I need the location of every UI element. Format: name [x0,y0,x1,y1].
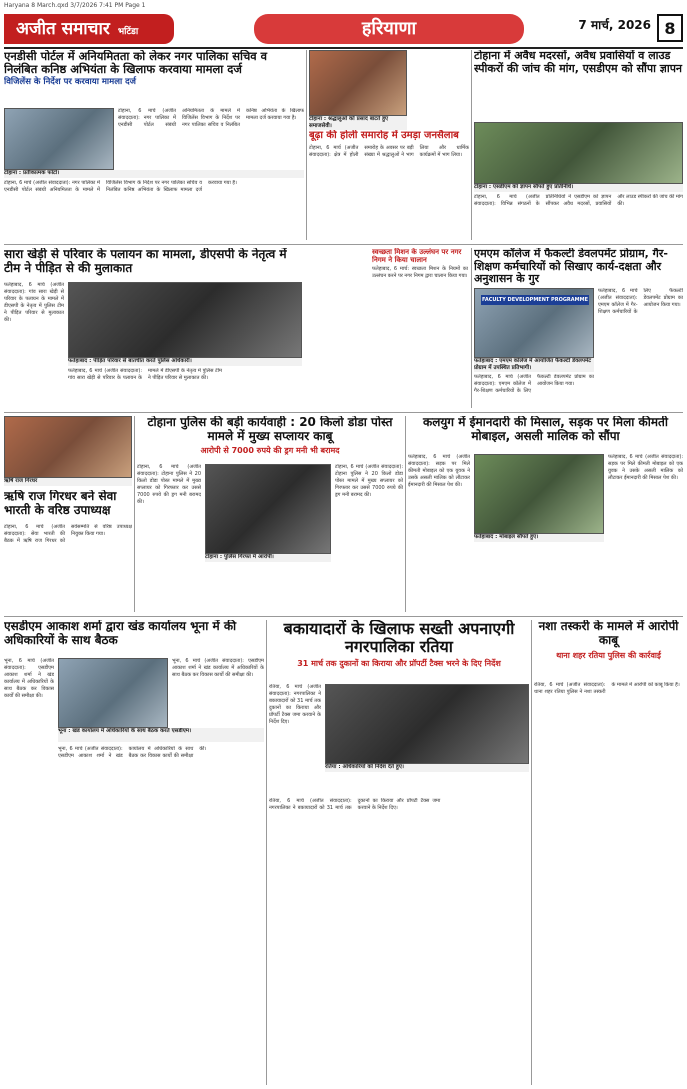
headline: बकायादारों के खिलाफ सख्ती अपनाएगी नगरपालिका रतिया [283,620,515,657]
subheadline: 31 मार्च तक दुकानों का किराया और प्रॉपर्टी टैक्स भरने के दिए निर्देश [297,658,501,668]
article-body: फतेहाबाद, 6 मार्च (अजीत संवाददाता): गांव सारा खेड़ी से परिवार के पलायन के मामले में डीएसपी के नेतृत्व में पुलिस टीम ने पीड़ित परिवार से मुलाकात की। [4,282,64,323]
issue-date: 7 मार्च, 2026 [578,18,651,32]
headline: टोहाना पुलिस की बड़ी कार्यवाही : 20 किलो डोडा पोस्त मामले में मुख्य सप्लायर काबू [147,416,393,443]
article-body: टोहाना, 6 मार्च (अजीत संवाददाता): विभिन्न संगठनों के प्रतिनिधियों ने एसडीएम को ज्ञापन सौंपकर अवैध मदरसों, प्रवासियों और लाउड स्पीकरों की जांच की मांग की। [474,194,683,207]
article-body: रतिया, 6 मार्च (अजीत संवाददाता): थाना शहर रतिया पुलिस ने नशा तस्करी के मामले में आरोपी को काबू किया है। [534,682,680,695]
photo-caption: टोहाना : श्रद्धालुओं को प्रसाद बांटते हुए समाजसेवी। [309,116,407,130]
article-body-continued: फतेहाबाद, 6 मार्च (अजीत संवाददाता): एमएम कॉलेज में गैर-शिक्षण कर्मचारियों के लिए फैकल्टी डेवलपमेंट प्रोग्राम का आयोजन किया गया। [474,374,594,394]
headline: एमएम कॉलेज में फैकल्टी डेवलपमेंट प्रोग्राम, गैर-शिक्षण कर्मचारियों को सिखाए कार्य-दक्षता और अनुशासन के गुर [474,248,668,286]
portrait-photo [4,416,132,478]
headline: एनडीसी पोर्टल में अनियमितता को लेकर नगर पालिका सचिव व निलंबित कनिष्ठ अभियंता के खिलाफ करवाया मामला दर्ज [4,50,268,77]
event-photo [474,288,594,358]
article-body: फतेहाबाद, 6 मार्च (अजीत संवाददाता): एमएम कॉलेज में गैर-शिक्षण कर्मचारियों के लिए फैकल्टी डेवलपमेंट प्रोग्राम का आयोजन किया गया। [598,288,683,315]
banner-text: FACULTY DEVELOPMENT PROGRAMME [481,297,589,303]
column-divider [405,416,406,612]
headline: एसडीएम आकाश शर्मा द्वारा खंड कार्यालय भूना में की अधिकारियों के साथ बैठक [4,620,237,647]
article-drug-arrest [534,620,683,1085]
article-body: टोहाना, 6 मार्च (अजीत संवाददाता): सेवा भारती की बैठक में ऋषि राज गिरधर को सर्वसम्मति से वरिष्ठ उपाध्यक्ष नियुक्त किया गया। [4,524,132,544]
headline: नशा तस्करी के मामले में आरोपी काबू [538,620,679,647]
article-body: फतेहाबाद, 6 मार्च (अजीत संवाददाता): सड़क पर मिले कीमती मोबाइल को एक युवक ने उसके असली मालिक को लौटाकर ईमानदारी की मिसाल पेश की। [408,454,470,488]
edition-name: भटिंडा [117,27,139,37]
headline: टोहाना में अवैध मदरसों, अवैध प्रवासियों व लाउड स्पीकरों की जांच की मांग, एसडीएम को सौंपा ज्ञापन [474,50,683,75]
row-divider [4,616,683,617]
article-body-continued: फतेहाबाद, 6 मार्च (अजीत संवाददाता): सड़क पर मिले कीमती मोबाइल को एक युवक ने उसके असली मालिक को लौटाकर ईमानदारी की मिसाल पेश की। [608,454,683,481]
column-divider [471,50,472,240]
subheadline: आरोपी से 7000 रुपये की ड्रग मनी भी बरामद [200,445,340,455]
subheadline: विजिलेंस के निर्देश पर करवाया मामला दर्ज [4,77,136,88]
photo-caption: टोहाना : एसडीएम को ज्ञापन सौंपते हुए प्रतिनिधि। [474,184,683,192]
article-body-continued: फतेहाबाद, 6 मार्च (अजीत संवाददाता): गांव सारा खेड़ी से परिवार के पलायन के मामले में डीएसपी के नेतृत्व में पुलिस टीम ने पीड़ित परिवार से मुलाकात की। [68,368,222,381]
row-divider [4,412,683,413]
article-cleanliness [372,248,468,338]
photo-caption: टोहाना : प्रतीकात्मक फोटो। [4,170,304,178]
article-body: भूना, 6 मार्च (अजीत संवाददाता): एसडीएम आकाश शर्मा ने खंड कार्यालय में अधिकारियों के साथ बैठक कर विकास कार्यों की समीक्षा की। [4,658,54,699]
article-body-continued: भूना, 6 मार्च (अजीत संवाददाता): एसडीएम आकाश शर्मा ने खंड कार्यालय में अधिकारियों के साथ बैठक कर विकास कार्यों की समीक्षा की। [172,658,264,678]
photo-caption: ऋषि राज गिरधर [4,478,132,486]
row-divider [4,244,683,245]
article-photo [58,658,168,728]
photo-caption: फतेहाबाद : मोबाइल सौंपते हुए। [474,534,604,542]
article-holi-text [309,130,469,240]
article-body-continued: टोहाना, 6 मार्च (अजीत संवाददाता): टोहाना पुलिस ने 20 किलो डोडा पोस्त मामले में मुख्य सप्लायर को गिरफ्तार कर उससे 7000 रुपये की ड्रग मनी बरामद की। [335,464,403,498]
column-divider [531,620,532,1085]
photo-caption: टोहाना : पुलिस गिरफ्त में आरोपी। [205,554,331,562]
article-sarakhedi-family [4,248,302,408]
article-body: टोहाना, 6 मार्च (अजीत संवाददाता): टोहाना पुलिस ने 20 किलो डोडा पोस्त मामले में मुख्य सप्लायर को गिरफ्तार कर उससे 7000 रुपये की ड्रग मनी बरामद की। [137,464,201,505]
article-rishi-raj [4,416,132,612]
headline: स्वच्छता मिशन के उल्लंघन पर नगर निगम ने किया चालान [372,248,462,265]
article-photo [474,122,683,184]
brand-name: अजीत समाचार [16,19,110,39]
photo-caption: भूना : खंड कार्यालय में अधिकारियों के साथ बैठक करते एसडीएम। [58,728,264,742]
column-divider [266,620,267,1085]
subheadline: थाना शहर रतिया पुलिस की कार्रवाई [556,650,661,660]
page-number: 8 [657,14,683,42]
article-photo [474,454,604,534]
article-body: टोहाना, 6 मार्च (अजीत संवाददाता): क्षेत्र में होली समारोह के अवसर पर बड़ी संख्या में श्रद्धालुओं ने भाग लिया और धार्मिक कार्यक्रमों में भाग लिया। [309,144,469,158]
article-photo [205,464,331,554]
article-photo [68,282,302,358]
article-madrasa-memo [474,50,683,240]
column-divider [471,248,472,408]
article-photo [4,108,114,170]
photo-caption: रतिया : अधिकारियों को निर्देश देते हुए। [325,764,529,772]
headline: कलयुग में ईमानदारी की मिसाल, सड़क पर मिला कीमती मोबाइल, असली मालिक को सौंपा [423,416,668,443]
section-title: हरियाणा [254,14,524,44]
article-photo [325,684,529,764]
photo-caption: फतेहाबाद : एमएम कॉलेज में आयोजित फैकल्टी डेवलपमेंट प्रोग्राम में उपस्थित प्रतिभागी। [474,358,594,372]
article-body-more: भूना, 6 मार्च (अजीत संवाददाता): एसडीएम आकाश शर्मा ने खंड कार्यालय में अधिकारियों के साथ बैठक कर विकास कार्यों की समीक्षा की। [58,746,207,759]
masthead-rule [4,47,683,49]
event-photo [309,50,407,116]
masthead [4,12,683,46]
article-ndc-portal [4,50,304,240]
article-tohana-police [137,416,403,612]
newspaper-logo [4,14,174,44]
article-body: टोहाना, 6 मार्च (अजीत संवाददाता): नगर पालिका में एनडीसी पोर्टल संबंधी अनियमितता के मामले में विजिलेंस विभाग के निर्देश पर नगर पालिका सचिव व निलंबित कनिष्ठ अभियंता के खिलाफ मामला दर्ज करवाया गया है। [118,108,304,128]
article-body-continued: टोहाना, 6 मार्च (अजीत संवाददाता): नगर पालिका में एनडीसी पोर्टल संबंधी अनियमितता के मामले में विजिलेंस विभाग के निर्देश पर नगर पालिका सचिव व निलंबित कनिष्ठ अभियंता के खिलाफ मामला दर्ज करवाया गया है। [4,180,237,193]
article-mm-college [474,248,683,408]
article-rattia-municipality [269,620,529,1085]
column-divider [134,416,135,612]
headline: ऋषि राज गिरधर बने सेवा भारती के वरिष्ठ उपाध्यक्ष [4,490,117,517]
photo-caption: फतेहाबाद : पीड़ित परिवार से बातचीत करते पुलिस अधिकारी। [68,358,302,366]
column-divider [306,50,307,240]
headline: सारा खेड़ी से परिवार के पलायन का मामला, डीएसपी के नेतृत्व में टीम ने पीड़ित से की मुलाकात [4,248,287,275]
article-body-continued: रतिया, 6 मार्च (अजीत संवाददाता): नगरपालिका ने बकायादारों को 31 मार्च तक दुकानों का किराया और प्रॉपर्टी टैक्स जमा करवाने के निर्देश दिए। [269,798,441,811]
article-sdm-meeting [4,620,264,1085]
article-honesty-mobile [408,416,683,612]
headline: बूढ़ा की होली समारोह में उमड़ा जनसैलाब [309,130,459,141]
article-body: रतिया, 6 मार्च (अजीत संवाददाता): नगरपालिका ने बकायादारों को 31 मार्च तक दुकानों का किराया और प्रॉपर्टी टैक्स जमा करवाने के निर्देश दिए। [269,684,321,725]
article-body: फतेहाबाद, 6 मार्च: स्वच्छता मिशन के नियमों का उल्लंघन करने पर नगर निगम द्वारा चालान किया गया। [372,266,468,280]
print-slug: Haryana 8 March.qxd 3/7/2026 7:41 PM Page 1 [4,2,146,9]
